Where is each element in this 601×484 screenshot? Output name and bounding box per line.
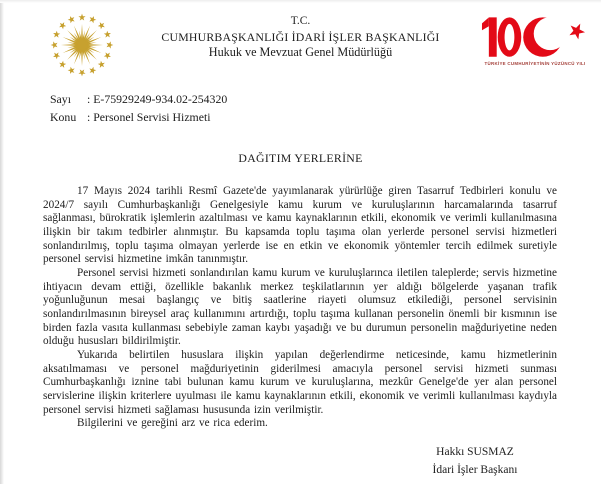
- konu-value: : Personel Servisi Hizmeti: [87, 110, 211, 124]
- header-tc: T.C.: [290, 15, 311, 27]
- signatory-name: Hakkı SUSMAZ: [436, 445, 514, 458]
- header-organization: CUMHURBAŞKANLIĞI İDARİ İŞLER BAŞKANLIĞI: [161, 30, 440, 44]
- closing-line: Bilgilerini ve gereğini arz ve rica ederim.: [77, 417, 268, 430]
- body-paragraph: Personel servisi hizmeti sonlandırılan kamu kurum ve kuruluşlarınca iletilen taleplerde; servis hizmetine ihtiyacın devam ettiği, özellikle bakanlık merkez teşkilatlarının yer aldığı bölgelerde yaşanan trafik yoğunluğunun mesai başlangıç ve bitiş saatlerine riayeti olumsuz etkilediği, personel servisinin sonlandırılmasının bireysel araç kullanımını artırdığı, toplu taşıma kullanan personelin önemli bir kısmının ise birden fazla vasıta kullanması sebebiyle zaman kaybı yaşadığı ve bu durumun personelin mağduriyetine neden olduğu hususları bildirilmiştir.: [43, 266, 557, 348]
- signature-block: [385, 443, 565, 479]
- centenary-caption: TÜRKİYE CUMHURİYETİNİN YÜZÜNCÜ YILI: [484, 61, 586, 67]
- meta-row-sayi: [50, 90, 601, 108]
- meta-row-konu: [50, 108, 601, 126]
- sayi-value: : E-75929249-934.02-254320: [87, 92, 228, 106]
- body-paragraph: 17 Mayıs 2024 tarihli Resmî Gazete'de yayımlanarak yürürlüğe giren Tasarruf Tedbirleri konulu ve 2024/7 sayılı Cumhurbaşkanlığı Genelgesiyle kamu kurum ve kuruluşlarının harcamalarında tasarruf sağlanması, bürokratik işlemlerin azaltılması ve kamu kaynaklarının etkili, ekonomik ve verimli kullanılmasına ilişkin bir takım tedbirler alınmıştır. Bu kapsamda toplu taşıma olan yerlerde personel servisi hizmetleri sonlandırılmış, toplu taşıma olmayan yerlerde ise en etkin ve ekonomik yöntemler tercih edilmek suretiyle personel servisi hizmetine imkân tanınmıştır.: [43, 185, 557, 266]
- letterhead: [0, 0, 601, 84]
- header-department: Hukuk ve Mevzuat Genel Müdürlüğü: [208, 45, 393, 59]
- letterhead-titles: [130, 15, 471, 60]
- presidential-seal-icon: [46, 10, 118, 80]
- centenary-100-icon: [481, 12, 589, 70]
- body-paragraph: Yukarıda belirtilen hususlara ilişkin yapılan değerlendirme neticesinde, kamu hizmetlerinin aksatılmaması ve personel mağduriyetinin giderilmesi amacıyla personel servisi hizmeti sunması Cumhurbaşkanlığı iznine tabi bulunan kamu kurum ve kuruluşlarına, mezkûr Genelge'de yer alan personel servislerine ilişkin kriterlere uyulması ile kamu kaynaklarının etkili, ekonomik ve verimli kullanılması kaydıyla personel servisi hizmeti sağlaması hususunda izin verilmiştir.: [43, 348, 557, 416]
- sayi-label: Sayı: [50, 92, 71, 106]
- signatory-title: İdari İşler Başkanı: [432, 463, 518, 476]
- recipient-line: DAĞITIM YERLERİNE: [238, 151, 363, 165]
- document-body: [43, 185, 557, 431]
- meta-section: [50, 90, 601, 126]
- konu-label: Konu: [50, 110, 77, 124]
